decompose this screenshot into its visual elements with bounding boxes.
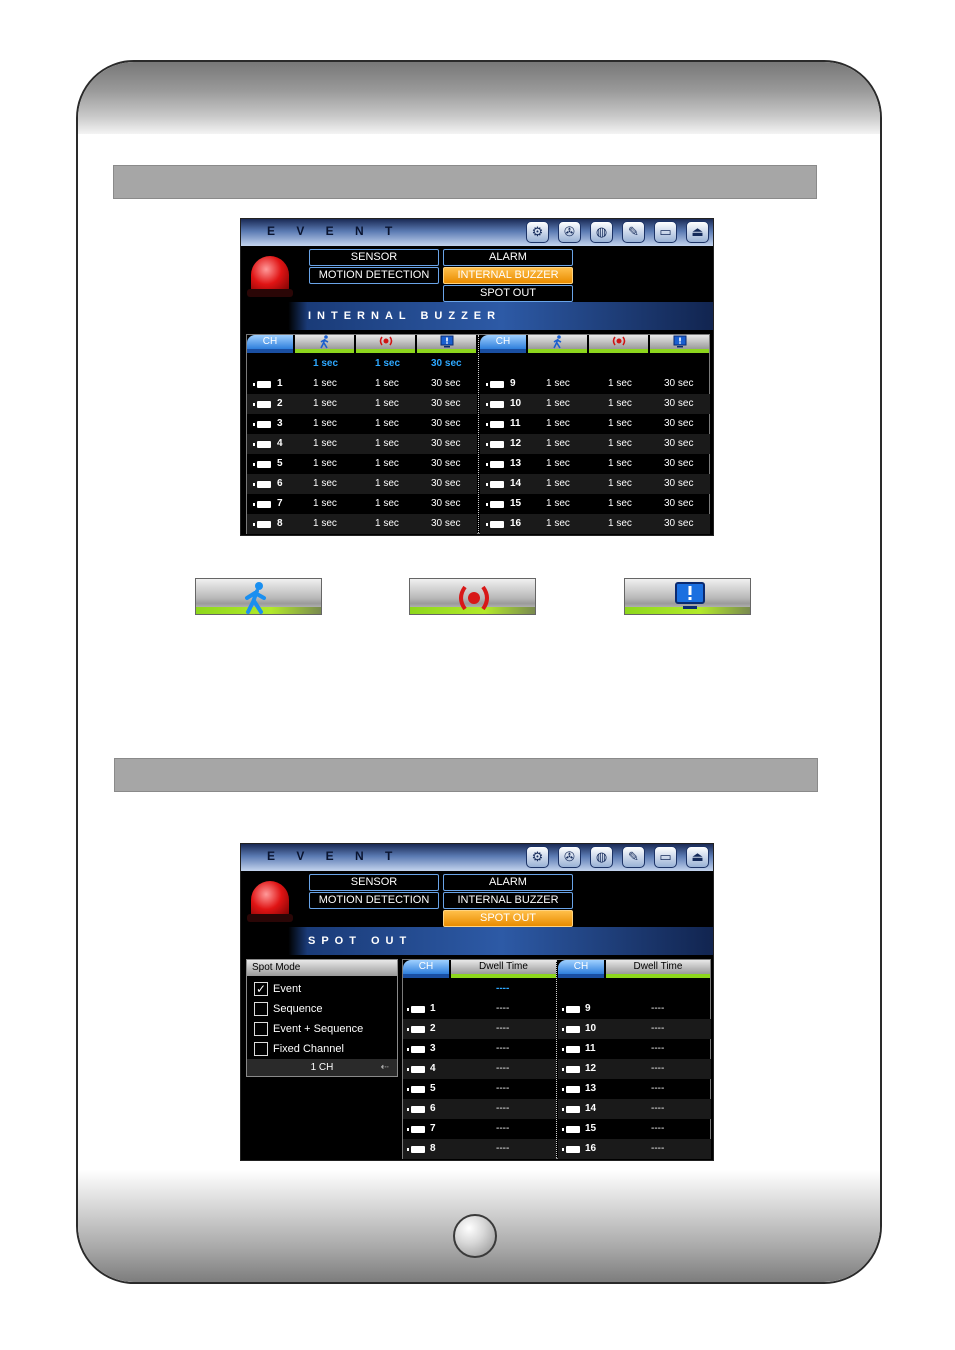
col-dwell-left: Dwell Time xyxy=(451,960,556,978)
section-title-bar xyxy=(241,927,714,955)
sensor-value[interactable]: 1 sec xyxy=(608,418,632,429)
camera-icon xyxy=(490,401,504,408)
event-header xyxy=(241,219,714,246)
video-loss-monitor-icon xyxy=(673,335,687,348)
film-reel-icon[interactable]: ✇ xyxy=(558,221,581,243)
sensor-value[interactable]: 1 sec xyxy=(375,478,399,489)
col-video-loss-right xyxy=(650,335,709,353)
motion-value[interactable]: 1 sec xyxy=(546,398,570,409)
camera-icon xyxy=(411,1106,425,1113)
monitor-icon[interactable]: ▭ xyxy=(654,846,677,868)
motion-value[interactable]: 1 sec xyxy=(313,438,337,449)
film-reel-icon[interactable]: ✇ xyxy=(558,846,581,868)
video-loss-value[interactable]: 30 sec xyxy=(431,518,461,529)
internal-buzzer-screen xyxy=(240,218,714,536)
header-icon-bar xyxy=(526,846,709,868)
camera-icon xyxy=(411,1126,425,1133)
spot-mode-option[interactable] xyxy=(254,1040,394,1058)
dwell-value[interactable]: ---- xyxy=(651,1003,665,1014)
planet-icon[interactable]: ◍ xyxy=(590,221,613,243)
dwell-value[interactable]: ---- xyxy=(496,1143,510,1154)
table-row[interactable] xyxy=(403,1099,556,1119)
table-row[interactable] xyxy=(247,414,477,434)
table-row[interactable] xyxy=(247,514,477,534)
alarm-bell-icon[interactable]: ⏏ xyxy=(686,221,709,243)
sensor-signal-icon xyxy=(454,582,494,614)
channel-number: 1 xyxy=(430,1003,436,1014)
siren-base xyxy=(247,914,293,922)
channel-number: 14 xyxy=(510,478,522,489)
dwell-value[interactable]: ---- xyxy=(651,1103,665,1114)
motion-value[interactable]: 1 sec xyxy=(546,518,570,529)
gear-icon[interactable]: ⚙ xyxy=(526,846,549,868)
return-arrow-icon: ⇠ xyxy=(380,1062,389,1073)
channel-number: 16 xyxy=(510,518,522,529)
all-video-loss-value[interactable]: 30 sec xyxy=(431,358,462,369)
camera-icon xyxy=(411,1006,425,1013)
motion-person-icon xyxy=(240,581,274,615)
video-loss-value[interactable]: 30 sec xyxy=(664,458,694,469)
col-ch-right: CH xyxy=(480,335,526,353)
spot-mode-title: Spot Mode xyxy=(247,960,397,976)
camera-icon xyxy=(257,421,271,428)
all-channels-row[interactable] xyxy=(403,979,556,999)
camera-icon xyxy=(411,1046,425,1053)
camera-icon xyxy=(566,1046,580,1053)
motion-value[interactable]: 1 sec xyxy=(546,498,570,509)
spot-mode-option[interactable] xyxy=(254,1020,394,1038)
event-title: E V E N T xyxy=(267,849,402,863)
siren-base xyxy=(247,289,293,297)
checkbox-unchecked[interactable] xyxy=(254,1022,268,1036)
spot-out-screen xyxy=(240,843,714,1161)
menu-motion-detection-button[interactable]: MOTION DETECTION xyxy=(309,892,439,909)
table-row[interactable] xyxy=(558,1139,711,1159)
spot-mode-panel xyxy=(246,959,398,1077)
motion-value[interactable]: 1 sec xyxy=(313,418,337,429)
dwell-value[interactable]: ---- xyxy=(496,1103,510,1114)
video-loss-value[interactable]: 30 sec xyxy=(664,378,694,389)
table-row[interactable] xyxy=(558,1019,711,1039)
sensor-value[interactable]: 1 sec xyxy=(375,398,399,409)
dwell-value[interactable]: ---- xyxy=(651,1123,665,1134)
table-row[interactable] xyxy=(558,1059,711,1079)
camera-icon xyxy=(566,1026,580,1033)
motion-value[interactable]: 1 sec xyxy=(313,398,337,409)
channel-number: 11 xyxy=(585,1043,596,1054)
camera-icon xyxy=(257,521,271,528)
channel-number: 5 xyxy=(430,1083,436,1094)
video-loss-value[interactable]: 30 sec xyxy=(664,498,694,509)
channel-number: 10 xyxy=(510,398,522,409)
section-bar-internal-buzzer xyxy=(113,165,817,199)
camera-icon xyxy=(411,1066,425,1073)
all-channels-row[interactable] xyxy=(247,354,477,374)
motion-value[interactable]: 1 sec xyxy=(313,498,337,509)
video-loss-monitor-icon xyxy=(440,335,454,348)
dwell-value[interactable]: ---- xyxy=(496,1003,510,1014)
channel-number: 10 xyxy=(585,1023,597,1034)
camera-icon xyxy=(490,381,504,388)
spot-mode-option[interactable] xyxy=(254,1000,394,1018)
col-dwell-right: Dwell Time xyxy=(606,960,710,978)
channel-number: 3 xyxy=(430,1043,436,1054)
checkbox-unchecked[interactable] xyxy=(254,1042,268,1056)
channel-number: 12 xyxy=(585,1063,597,1074)
menu-motion-detection-button[interactable]: MOTION DETECTION xyxy=(309,267,439,284)
channel-number: 9 xyxy=(510,378,516,389)
page-number-knob xyxy=(453,1214,497,1258)
planet-icon[interactable]: ◍ xyxy=(590,846,613,868)
channel-number: 2 xyxy=(277,398,283,409)
sensor-value[interactable]: 1 sec xyxy=(375,458,399,469)
menu-alarm-button[interactable]: ALARM xyxy=(443,249,573,266)
camera-icon xyxy=(490,421,504,428)
all-dwell-value[interactable]: ---- xyxy=(496,983,510,994)
channel-number: 13 xyxy=(510,458,522,469)
table-divider xyxy=(556,960,557,1158)
channel-number: 3 xyxy=(277,418,283,429)
video-loss-value[interactable]: 30 sec xyxy=(664,398,694,409)
dwell-value[interactable]: ---- xyxy=(651,1143,665,1154)
all-sensor-value[interactable]: 1 sec xyxy=(375,358,401,369)
motion-value[interactable]: 1 sec xyxy=(313,478,337,489)
channel-number: 12 xyxy=(510,438,522,449)
video-loss-value[interactable]: 30 sec xyxy=(431,398,461,409)
video-loss-value[interactable]: 30 sec xyxy=(664,478,694,489)
table-row[interactable] xyxy=(403,999,556,1019)
table-row[interactable] xyxy=(403,1019,556,1039)
channel-number: 15 xyxy=(510,498,522,509)
channel-number: 4 xyxy=(277,438,283,449)
sensor-value[interactable]: 1 sec xyxy=(375,378,399,389)
col-motion-left xyxy=(295,335,354,353)
video-loss-value[interactable]: 30 sec xyxy=(664,518,694,529)
table-row[interactable] xyxy=(403,1119,556,1139)
table-row[interactable] xyxy=(480,474,710,494)
motion-value[interactable]: 1 sec xyxy=(546,438,570,449)
channel-number: 2 xyxy=(430,1023,436,1034)
menu-internal-buzzer-button[interactable]: INTERNAL BUZZER xyxy=(443,892,573,909)
menu-alarm-button[interactable]: ALARM xyxy=(443,874,573,891)
video-loss-value[interactable]: 30 sec xyxy=(431,458,461,469)
channel-number: 15 xyxy=(585,1123,597,1134)
video-loss-icon-sample xyxy=(624,578,751,615)
camera-icon xyxy=(566,1066,580,1073)
checkbox-unchecked[interactable] xyxy=(254,1002,268,1016)
camera-icon xyxy=(490,481,504,488)
table-row[interactable] xyxy=(247,394,477,414)
dwell-value[interactable]: ---- xyxy=(496,1083,510,1094)
camera-icon xyxy=(490,461,504,468)
motion-value[interactable]: 1 sec xyxy=(546,478,570,489)
dwell-value[interactable]: ---- xyxy=(651,1063,665,1074)
channel-number: 1 xyxy=(277,378,283,389)
camera-icon xyxy=(257,501,271,508)
channel-number: 14 xyxy=(585,1103,597,1114)
camera-icon xyxy=(566,1006,580,1013)
spot-channel-selector[interactable] xyxy=(247,1059,397,1076)
col-video-loss-left xyxy=(417,335,476,353)
spot-mode-option[interactable] xyxy=(254,980,394,998)
sensor-icon-sample xyxy=(409,578,536,615)
sensor-value[interactable]: 1 sec xyxy=(375,438,399,449)
spot-mode-option-label: Sequence xyxy=(273,1003,323,1015)
col-ch-right: CH xyxy=(558,960,604,978)
camera-icon xyxy=(257,461,271,468)
dwell-value[interactable]: ---- xyxy=(651,1083,665,1094)
section-bar-spot-out xyxy=(114,758,818,792)
channel-number: 7 xyxy=(430,1123,436,1134)
video-loss-value[interactable]: 30 sec xyxy=(431,418,461,429)
spot-mode-option-label: Fixed Channel xyxy=(273,1043,344,1055)
table-row[interactable] xyxy=(480,414,710,434)
sensor-value[interactable]: 1 sec xyxy=(608,478,632,489)
menu-spot-out-button[interactable]: SPOT OUT xyxy=(443,285,573,302)
table-row[interactable] xyxy=(558,1079,711,1099)
dwell-time-table xyxy=(402,959,711,1159)
menu-internal-buzzer-button[interactable]: INTERNAL BUZZER xyxy=(443,267,573,284)
sensor-value[interactable]: 1 sec xyxy=(608,498,632,509)
channel-number: 8 xyxy=(430,1143,436,1154)
col-ch-left: CH xyxy=(403,960,449,978)
all-motion-value[interactable]: 1 sec xyxy=(313,358,339,369)
dwell-value[interactable]: ---- xyxy=(496,1023,510,1034)
video-loss-monitor-icon xyxy=(673,581,707,613)
pencil-icon[interactable]: ✎ xyxy=(622,221,645,243)
buzzer-table xyxy=(246,334,710,534)
sensor-value[interactable]: 1 sec xyxy=(608,378,632,389)
sensor-value[interactable]: 1 sec xyxy=(375,498,399,509)
menu-sensor-button[interactable]: SENSOR xyxy=(309,874,439,891)
table-row[interactable] xyxy=(480,434,710,454)
video-loss-value[interactable]: 30 sec xyxy=(664,438,694,449)
checkbox-checked[interactable]: ✓ xyxy=(255,982,267,996)
dwell-value[interactable]: ---- xyxy=(651,1043,665,1054)
dwell-value[interactable]: ---- xyxy=(496,1043,510,1054)
dwell-value[interactable]: ---- xyxy=(496,1063,510,1074)
channel-number: 8 xyxy=(277,518,283,529)
col-sensor-right xyxy=(589,335,648,353)
video-loss-value[interactable]: 30 sec xyxy=(431,438,461,449)
table-row[interactable] xyxy=(247,474,477,494)
channel-number: 6 xyxy=(430,1103,436,1114)
channel-number: 7 xyxy=(277,498,283,509)
section-title: SPOT OUT xyxy=(308,935,413,947)
table-row[interactable] xyxy=(480,374,710,394)
camera-icon xyxy=(257,401,271,408)
sensor-signal-icon xyxy=(378,335,394,347)
table-divider xyxy=(478,335,479,533)
channel-number: 13 xyxy=(585,1083,597,1094)
col-ch-left: CH xyxy=(247,335,293,353)
table-row[interactable] xyxy=(247,434,477,454)
table-row[interactable] xyxy=(403,1139,556,1159)
video-loss-value[interactable]: 30 sec xyxy=(431,378,461,389)
motion-icon-sample xyxy=(195,578,322,615)
event-header xyxy=(241,844,714,871)
table-row[interactable] xyxy=(247,374,477,394)
table-row[interactable] xyxy=(480,394,710,414)
section-title-bar xyxy=(241,302,714,330)
video-loss-value[interactable]: 30 sec xyxy=(431,478,461,489)
sensor-value[interactable]: 1 sec xyxy=(608,398,632,409)
sensor-value[interactable]: 1 sec xyxy=(375,418,399,429)
pencil-icon[interactable]: ✎ xyxy=(622,846,645,868)
spot-mode-option-label: Event xyxy=(273,983,302,995)
camera-icon xyxy=(411,1086,425,1093)
motion-value[interactable]: 1 sec xyxy=(313,518,337,529)
table-row[interactable] xyxy=(403,1039,556,1059)
channel-number: 16 xyxy=(585,1143,597,1154)
table-row[interactable] xyxy=(403,1079,556,1099)
table-row[interactable] xyxy=(558,999,711,1019)
camera-icon xyxy=(490,521,504,528)
table-row[interactable] xyxy=(558,1039,711,1059)
event-title: E V E N T xyxy=(267,224,402,238)
video-loss-value[interactable]: 30 sec xyxy=(664,418,694,429)
camera-icon xyxy=(257,381,271,388)
frame-top-gradient xyxy=(78,62,880,134)
table-row[interactable] xyxy=(480,454,710,474)
spot-channel-value: 1 CH xyxy=(310,1062,334,1073)
col-motion-right xyxy=(528,335,587,353)
motion-value[interactable]: 1 sec xyxy=(546,418,570,429)
sensor-signal-icon xyxy=(611,335,627,347)
camera-icon xyxy=(566,1086,580,1093)
spot-mode-option-label: Event + Sequence xyxy=(273,1023,364,1035)
camera-icon xyxy=(566,1106,580,1113)
camera-icon xyxy=(411,1026,425,1033)
motion-value[interactable]: 1 sec xyxy=(546,458,570,469)
motion-value[interactable]: 1 sec xyxy=(313,378,337,389)
sensor-value[interactable]: 1 sec xyxy=(608,518,632,529)
camera-icon xyxy=(566,1146,580,1153)
table-row[interactable] xyxy=(558,1099,711,1119)
sensor-value[interactable]: 1 sec xyxy=(375,518,399,529)
motion-person-icon xyxy=(319,335,331,349)
table-row[interactable] xyxy=(558,1119,711,1139)
camera-icon xyxy=(257,441,271,448)
dwell-value[interactable]: ---- xyxy=(496,1123,510,1134)
camera-icon xyxy=(566,1126,580,1133)
motion-value[interactable]: 1 sec xyxy=(313,458,337,469)
motion-person-icon xyxy=(552,335,564,349)
section-title: INTERNAL BUZZER xyxy=(308,310,502,322)
video-loss-value[interactable]: 30 sec xyxy=(431,498,461,509)
channel-number: 11 xyxy=(510,418,521,429)
header-icon-bar xyxy=(526,221,709,243)
sensor-value[interactable]: 1 sec xyxy=(608,458,632,469)
camera-icon xyxy=(257,481,271,488)
channel-number: 9 xyxy=(585,1003,591,1014)
monitor-icon[interactable]: ▭ xyxy=(654,221,677,243)
channel-number: 5 xyxy=(277,458,283,469)
menu-sensor-button[interactable]: SENSOR xyxy=(309,249,439,266)
gear-icon[interactable]: ⚙ xyxy=(526,221,549,243)
table-row[interactable] xyxy=(480,514,710,534)
camera-icon xyxy=(490,501,504,508)
channel-number: 4 xyxy=(430,1063,436,1074)
camera-icon xyxy=(411,1146,425,1153)
col-sensor-left xyxy=(356,335,415,353)
table-row[interactable] xyxy=(480,494,710,514)
sensor-value[interactable]: 1 sec xyxy=(608,438,632,449)
motion-value[interactable]: 1 sec xyxy=(546,378,570,389)
table-row[interactable] xyxy=(247,494,477,514)
table-row[interactable] xyxy=(247,454,477,474)
channel-number: 6 xyxy=(277,478,283,489)
table-row[interactable] xyxy=(403,1059,556,1079)
alarm-bell-icon[interactable]: ⏏ xyxy=(686,846,709,868)
dwell-value[interactable]: ---- xyxy=(651,1023,665,1034)
menu-spot-out-button[interactable]: SPOT OUT xyxy=(443,910,573,927)
camera-icon xyxy=(490,441,504,448)
